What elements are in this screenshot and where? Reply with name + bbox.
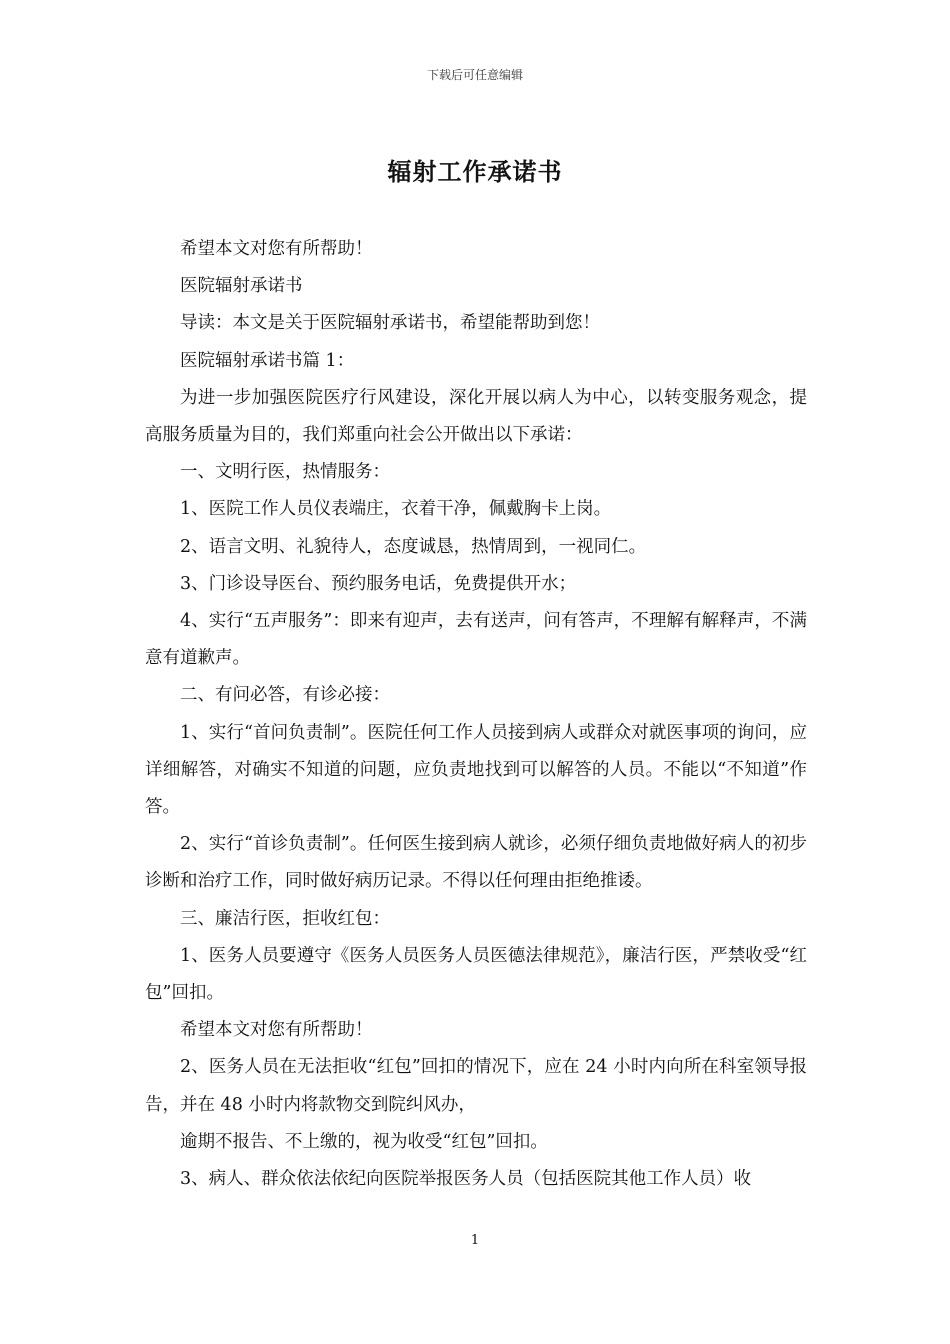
document-body [145,231,807,1198]
paragraph: 导读：本文是关于医院辐射承诺书，希望能帮助到您！ [180,313,600,334]
document-title: 辐射工作承诺书 [387,157,563,186]
paragraph: 3、病人、群众依法依纪向医院举报医务人员（包括医院其他工作人员）收 [180,1169,752,1190]
paragraph: 1、医院工作人员仪表端庄，衣着干净，佩戴胸卡上岗。 [180,499,612,520]
page-number: 1 [470,1233,480,1248]
paragraph: 医院辐射承诺书篇 1： [180,350,355,371]
paragraph: 为进一步加强医院医疗行风建设，深化开展以病人为中心，以转变服务观念，提高服务质量为目的，我们郑重向社会公开做出以下承诺： [145,387,807,446]
section-heading: 二、有问必答，有诊必接： [180,685,390,706]
paragraph: 医院辐射承诺书 [180,276,303,297]
section-heading: 一、文明行医，热情服务： [180,462,390,483]
paragraph: 希望本文对您有所帮助！ [180,1020,373,1041]
section-heading: 三、廉洁行医，拒收红包： [180,908,390,929]
paragraph: 希望本文对您有所帮助！ [180,239,373,259]
paragraph: 4、实行“五声服务”：即来有迎声，去有送声，问有答声，不理解有解释声，不满意有道歉声。 [145,611,807,669]
paragraph: 3、门诊设导医台、预约服务电话，免费提供开水； [180,573,577,594]
paragraph: 2、医务人员在无法拒收“红包”回扣的情况下，应在 24 小时内向所在科室领导报告，并在 48 小时内将款物交到院纠风办， [145,1057,807,1115]
paragraph: 2、实行“首诊负责制”。任何医生接到病人就诊，必须仔细负责地做好病人的初步诊断和治疗工作，同时做好病历记录。不得以任何理由拒绝推诿。 [145,834,807,892]
paragraph: 逾期不报告、不上缴的，视为收受“红包”回扣。 [180,1131,548,1152]
paragraph: 2、语言文明、礼貌待人，态度诚恳，热情周到，一视同仁。 [180,536,647,557]
paragraph: 1、实行“首问负责制”。医院任何工作人员接到病人或群众对就医事项的询问，应详细解答，对确实不知道的问题，应负责地找到可以解答的人员。不能以“不知道”作答。 [145,722,807,818]
page-header: 下载后可任意编辑 [426,68,523,82]
paragraph: 1、医务人员要遵守《医务人员医务人员医德法律规范》，廉洁行医，严禁收受“红包”回扣。 [145,945,807,1004]
